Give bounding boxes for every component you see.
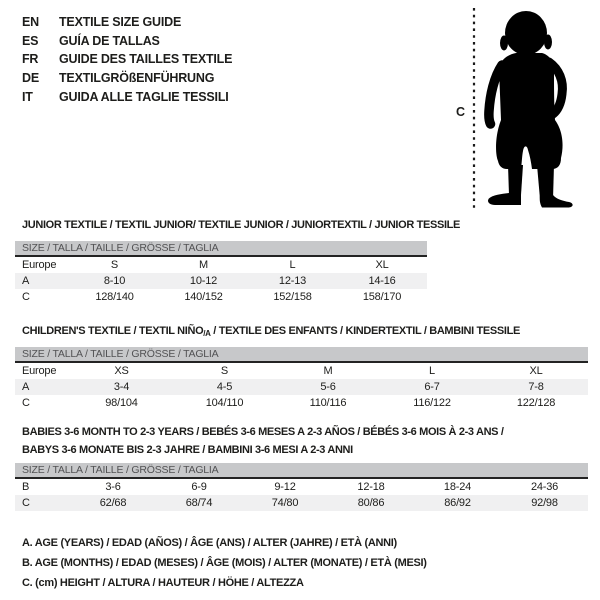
children-title-subscript: /A [203, 329, 211, 338]
height-cell: 140/152 [184, 291, 223, 303]
children-section-title [22, 322, 520, 343]
table-row-europe [15, 362, 588, 379]
language-row-en [22, 13, 232, 32]
babies-size-table [15, 463, 588, 511]
children-title-text: / TEXTILE DES ENFANTS / KINDERTEXTIL / BAMBINI TESSILE [210, 325, 520, 337]
size-cell: S [220, 365, 229, 377]
height-cell: 128/140 [95, 291, 134, 303]
row-label: C [22, 397, 30, 409]
age-cell: 8-10 [70, 273, 159, 289]
height-cell: 80/86 [328, 495, 414, 511]
size-cell: M [323, 365, 333, 377]
language-row-fr [22, 50, 232, 69]
size-cell: XS [114, 365, 129, 377]
height-cell: 98/104 [105, 397, 138, 409]
guide-title-de: TEXTILGRÖßENFÜHRUNG [59, 71, 215, 86]
row-label: Europe [22, 365, 57, 377]
row-label: B [22, 481, 30, 493]
babies-table-header: SIZE / TALLA / TAILLE / GRÖSSE / TAGLIA [15, 463, 588, 478]
months-cell: 3-6 [105, 481, 121, 493]
height-cell: 104/110 [205, 397, 244, 409]
age-cell: 6-7 [380, 379, 484, 395]
table-row-europe [15, 256, 427, 273]
months-cell: 6-9 [191, 481, 207, 493]
age-cell: 5-6 [276, 379, 380, 395]
age-cell: 14-16 [337, 273, 427, 289]
children-title-text: CHILDREN'S TEXTILE / TEXTIL NIÑO [22, 325, 204, 337]
size-cell: XL [375, 259, 389, 271]
language-code: ES [22, 33, 39, 48]
baby-ear-right [544, 35, 552, 50]
language-row-de [22, 69, 232, 88]
language-code: FR [22, 52, 39, 67]
language-row-es [22, 32, 232, 51]
height-cell: 68/74 [156, 495, 242, 511]
guide-title-es: GUÍA DE TALLAS [59, 33, 160, 48]
row-label: Europe [22, 259, 57, 271]
junior-table-header: SIZE / TALLA / TAILLE / GRÖSSE / TAGLIA [15, 241, 427, 256]
baby-head [505, 11, 547, 55]
table-row-height [15, 495, 588, 511]
height-cell: 74/80 [242, 495, 328, 511]
baby-leg-right [537, 165, 554, 199]
language-code: IT [22, 89, 33, 104]
height-cell: 158/170 [362, 291, 402, 303]
legend-footnotes [22, 533, 427, 593]
size-cell: XL [529, 365, 543, 377]
footnote-age-months: B. AGE (MONTHS) / EDAD (MESES) / ÂGE (MOIS) / ALTER (MONATE) / ETÀ (MESI) [22, 557, 427, 569]
baby-foot-left [488, 193, 521, 205]
age-cell: 7-8 [484, 379, 588, 395]
children-size-table [15, 347, 588, 411]
size-cell: L [429, 365, 435, 377]
baby-leg-left [508, 165, 523, 195]
height-cell: 92/98 [501, 495, 588, 511]
height-cell: 86/92 [414, 495, 501, 511]
height-cell: 62/68 [70, 495, 156, 511]
babies-section-title [22, 423, 504, 459]
size-cell: L [289, 259, 296, 271]
months-cell: 9-12 [274, 481, 296, 493]
table-row-age [15, 273, 427, 289]
months-cell: 24-36 [530, 481, 559, 493]
age-cell: 3-4 [70, 379, 173, 395]
baby-foot-right [540, 195, 573, 208]
age-cell: 12-13 [248, 273, 337, 289]
row-label: C [15, 495, 70, 511]
height-dashed-line [472, 7, 476, 210]
guide-title-en: TEXTILE SIZE GUIDE [59, 15, 182, 29]
language-list [22, 13, 232, 107]
language-code: EN [22, 15, 39, 29]
height-measure-label: C [456, 105, 466, 119]
row-label: A [15, 273, 70, 289]
size-cell: S [110, 259, 119, 271]
guide-title-fr: GUIDE DES TAILLES TEXTILE [59, 52, 233, 67]
baby-silhouette-icon [482, 7, 579, 208]
size-cell: M [199, 259, 208, 271]
language-code: DE [22, 71, 39, 86]
guide-title-it: GUIDA ALLE TAGLIE TESSILI [59, 89, 229, 104]
height-cell: 152/158 [273, 291, 312, 303]
footnote-age-years: A. AGE (YEARS) / EDAD (AÑOS) / ÂGE (ANS) / ALTER (JAHRE) / ETÀ (ANNI) [22, 537, 397, 549]
junior-size-table [15, 241, 427, 305]
language-row-it [22, 88, 232, 107]
height-cell: 122/128 [516, 397, 556, 409]
height-cell: 110/116 [309, 397, 347, 409]
table-row-months [15, 478, 588, 495]
table-row-height [15, 395, 588, 411]
age-cell: 10-12 [159, 273, 248, 289]
baby-ear-left [500, 36, 508, 51]
months-cell: 12-18 [357, 481, 385, 493]
babies-title-line1: BABIES 3-6 MONTH TO 2-3 YEARS / BEBÉS 3-6 MESES A 2-3 AÑOS / BÉBÉS 3-6 MOIS À 2-3 ANS / [22, 426, 504, 438]
table-row-height [15, 289, 427, 305]
junior-section-title: JUNIOR TEXTILE / TEXTIL JUNIOR/ TEXTILE JUNIOR / JUNIORTEXTIL / JUNIOR TESSILE [22, 219, 461, 231]
table-row-age [15, 379, 588, 395]
months-cell: 18-24 [443, 481, 472, 493]
age-cell: 4-5 [173, 379, 276, 395]
footnote-height-cm: C. (cm) HEIGHT / ALTURA / HAUTEUR / HÖHE / ALTEZZA [22, 577, 304, 589]
row-label: C [22, 291, 30, 303]
babies-title-line2: BABYS 3-6 MONATE BIS 2-3 JAHRE / BAMBINI 3-6 MESI A 2-3 ANNI [22, 444, 353, 456]
height-cell: 116/122 [413, 397, 451, 409]
row-label: A [15, 379, 70, 395]
children-table-header: SIZE / TALLA / TAILLE / GRÖSSE / TAGLIA [15, 347, 588, 362]
